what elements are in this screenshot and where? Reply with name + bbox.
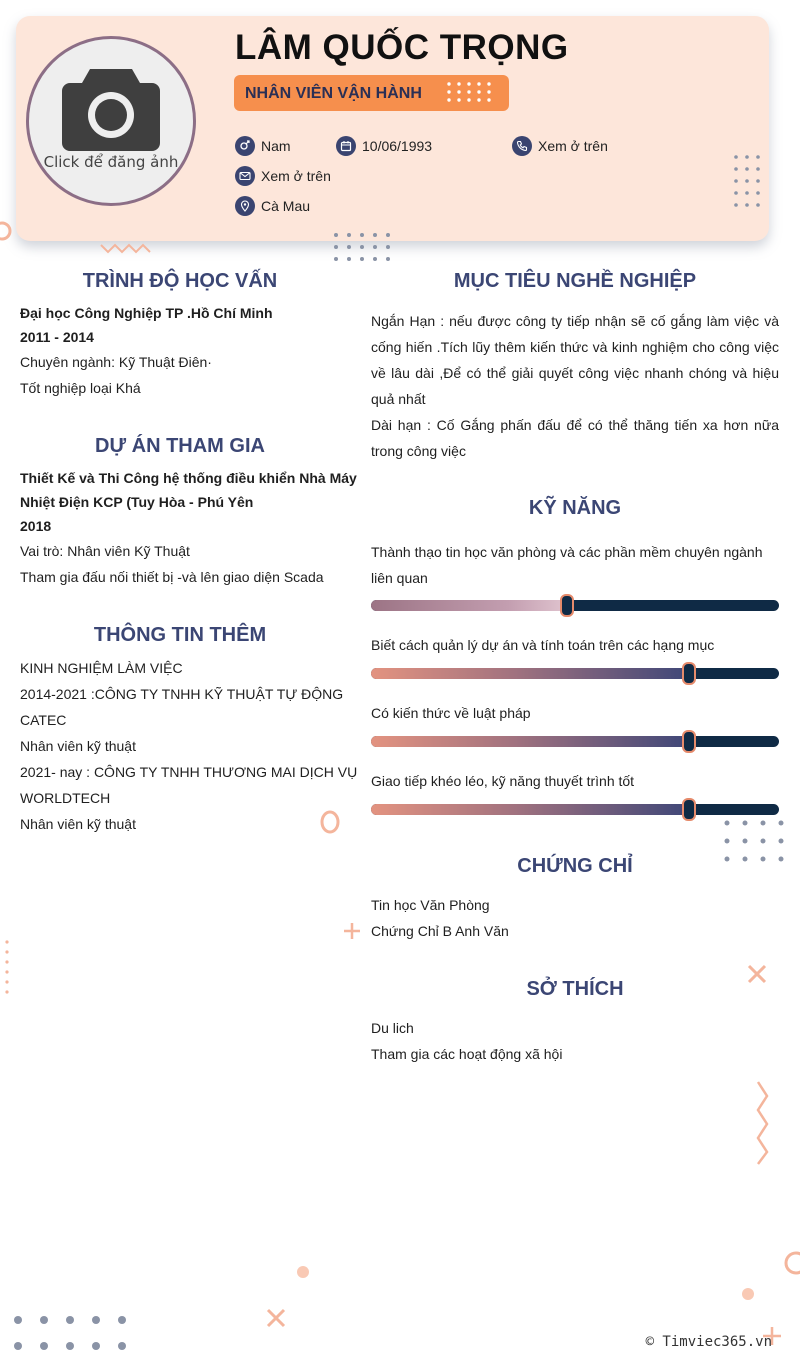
skill-bar-handle (560, 594, 574, 617)
extra-line: KINH NGHIỆM LÀM VIỆC (20, 660, 183, 676)
camera-icon (60, 63, 162, 153)
copyright-text: © Timviec365.vn (645, 1334, 772, 1350)
email-value: Xem ở trên (261, 168, 331, 184)
dots-decoration (10, 1312, 134, 1354)
skills-title: KỸ NĂNG (528, 497, 622, 519)
skill-bar-fill (371, 736, 689, 747)
plus-decoration (342, 921, 362, 941)
dot-decoration (296, 1264, 312, 1280)
address-info (235, 196, 310, 216)
address-value: Cà Mau (261, 198, 311, 214)
phone-info (512, 136, 608, 156)
role-badge (234, 75, 509, 111)
hobby-item: Du lich (371, 1020, 414, 1036)
calendar-icon (336, 136, 356, 156)
education-period: 2011 - 2014 (20, 329, 94, 345)
skill-bar-handle (682, 662, 696, 685)
skill-bar-handle (682, 730, 696, 753)
certificates-title: CHỨNG CHỈ (517, 855, 633, 877)
extra-line: 2014-2021 :CÔNG TY TNHH KỸ THUẬT TỰ ĐỘNG (20, 686, 344, 702)
cross-decoration (745, 962, 769, 986)
project-name-line2: Nhiệt Điện KCP (Tuy Hòa - Phú Yên (20, 494, 254, 510)
project-description: Tham gia đấu nối thiết bị -và lên giao diện Scada (20, 569, 324, 585)
extra-line: Nhân viên kỹ thuật (20, 816, 136, 832)
dots-decoration (332, 231, 394, 263)
ring-decoration (319, 809, 343, 837)
skill-label: Biết cách quản lý dự án và tính toán trên các hạng mục (371, 637, 715, 653)
gender-icon (235, 136, 255, 156)
skill-label: Thành thạo tin học văn phòng và các phần mềm chuyên ngành liên quan (371, 544, 763, 586)
objective-title: MỤC TIÊU NGHỀ NGHIỆP (453, 270, 697, 292)
project-role: Vai trò: Nhân viên Kỹ Thuật (20, 543, 190, 559)
extra-line: 2021- nay : CÔNG TY TNHH THƯƠNG MAI DỊCH VỤ (20, 764, 358, 780)
skill-bar-fill (371, 804, 689, 815)
location-pin-icon (235, 196, 255, 216)
education-major: Chuyên ngành: Kỹ Thuật Điên· (20, 354, 212, 370)
skill-label: Giao tiếp khéo léo, kỹ năng thuyết trình tốt (371, 773, 635, 789)
skill-label: Có kiến thức về luật pháp (371, 705, 531, 721)
dots-decoration (733, 154, 763, 210)
dots-decoration (722, 818, 786, 866)
gender-value: Nam (261, 138, 291, 154)
hobbies-title: SỞ THÍCH (526, 978, 624, 1000)
certificate-item: Tin học Văn Phòng (371, 897, 490, 913)
skill-bar (371, 804, 779, 815)
objective-short-term: Ngắn Hạn : nếu được công ty tiếp nhận sẽ cố gắng làm việc và cống hiến .Tích lũy thêm kiến thức và kinh nghiệm cho công việc về lâu dài ,Để có thể giải quyết công việc nhanh chóng và hiệu quả nhất (371, 313, 779, 407)
photo-caption: Click để đăng ảnh (43, 153, 179, 171)
dots-decoration (444, 80, 500, 104)
objective-long-term: Dài hạn : Cố Gắng phấn đấu để có thể thăng tiến xa hơn nữa trong công việc (371, 417, 779, 459)
extra-line: Nhân viên kỹ thuật (20, 738, 136, 754)
project-year: 2018 (20, 518, 52, 534)
skill-bar (371, 736, 779, 747)
phone-value: Xem ở trên (538, 138, 608, 154)
cross-decoration (264, 1306, 288, 1330)
education-grade: Tốt nghiệp loại Khá (20, 380, 141, 396)
phone-icon (512, 136, 532, 156)
projects-title: DỰ ÁN THAM GIA (95, 435, 265, 457)
dot-decoration (740, 1286, 756, 1302)
gender-info (235, 136, 291, 156)
skill-bar (371, 668, 779, 679)
skill-bar-fill (371, 600, 567, 611)
dots-decoration (2, 938, 12, 1002)
candidate-name: LÂM QUỐC TRỌNG (235, 28, 569, 67)
education-school: Đại học Công Nghiệp TP .Hồ Chí Minh (20, 305, 273, 321)
ring-decoration (782, 1248, 800, 1278)
ring-decoration (0, 220, 14, 242)
avatar-upload[interactable] (26, 36, 196, 206)
birthday-value: 10/06/1993 (362, 138, 433, 154)
project-name-line1: Thiết Kế và Thi Công hệ thống điều khiển Nhà Máy (20, 470, 357, 486)
skill-bar-fill (371, 668, 689, 679)
zigzag-decoration (752, 1080, 772, 1166)
birthday-info (336, 136, 432, 156)
education-title: TRÌNH ĐỘ HỌC VẤN (82, 270, 278, 292)
hobby-item: Tham gia các hoạt động xã hội (371, 1046, 563, 1062)
zigzag-decoration (100, 243, 156, 255)
skill-bar-handle (682, 798, 696, 821)
skill-bar (371, 600, 779, 611)
email-info (235, 166, 331, 186)
role-title: NHÂN VIÊN VẬN HÀNH (245, 85, 422, 102)
extra-line: WORLDTECH (20, 790, 111, 806)
extra-line: CATEC (20, 712, 67, 728)
certificate-item: Chứng Chỉ B Anh Văn (371, 923, 509, 939)
mail-icon (235, 166, 255, 186)
extra-info-title: THÔNG TIN THÊM (93, 624, 267, 646)
